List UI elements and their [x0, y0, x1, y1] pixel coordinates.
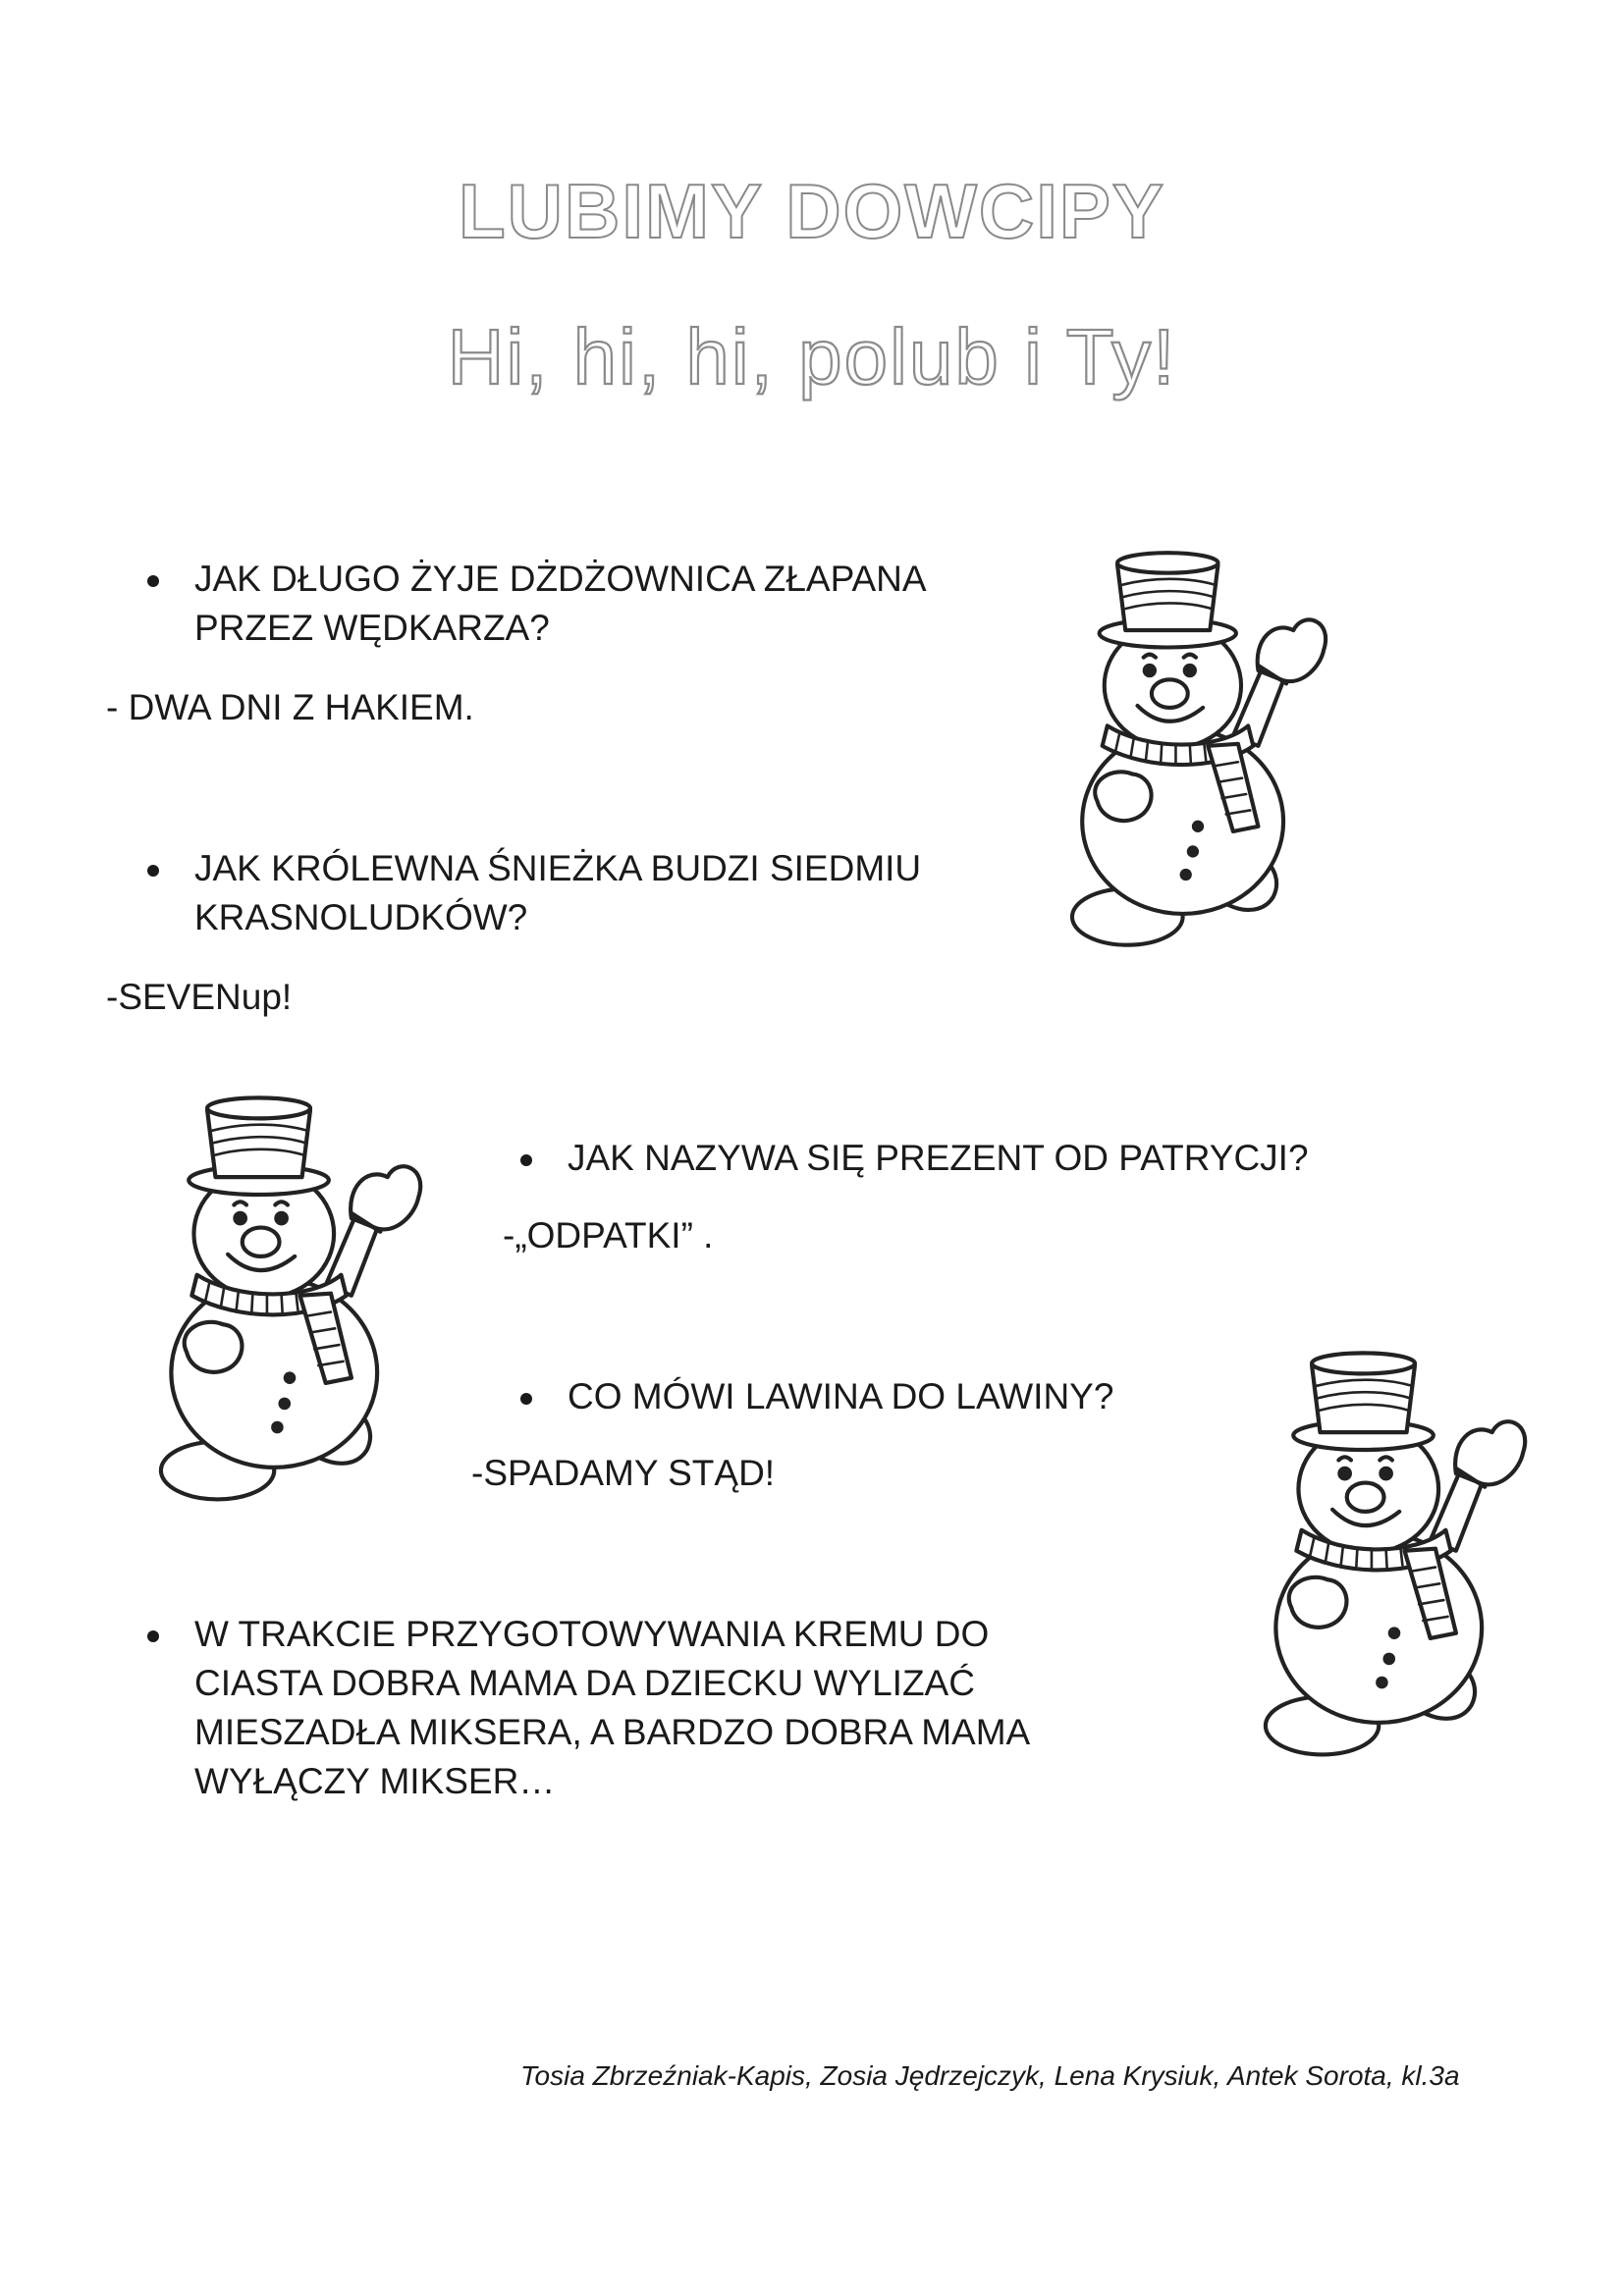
question-line: CIASTA DOBRA MAMA DA DZIECKU WYLIZAĆ	[194, 1663, 975, 1703]
question-line: JAK DŁUGO ŻYJE DŻDŻOWNICA ZŁAPANA	[194, 559, 927, 599]
question-line: JAK KRÓLEWNA ŚNIEŻKA BUDZI SIEDMIU	[194, 848, 922, 888]
snowman-icon	[1242, 1345, 1546, 1767]
joke-answer: -SEVENup!	[106, 977, 293, 1017]
joke-answer: -„ODPATKI” .	[503, 1215, 714, 1255]
page-subtitle: Hi, hi, hi, polub i Ty!	[447, 313, 1177, 400]
joke-question	[568, 1372, 1113, 1421]
question-line: CO MÓWI LAWINA DO LAWINY?	[568, 1376, 1114, 1416]
snowman-icon	[137, 1090, 442, 1512]
bullet-icon	[520, 1154, 532, 1166]
joke-question	[194, 1610, 1030, 1806]
page-title: LUBIMY DOWCIPY	[459, 168, 1165, 254]
bullet-icon	[520, 1393, 532, 1405]
question-line: PRZEZ WĘDKARZA?	[194, 608, 550, 648]
joke-answer: - DWA DNI Z HAKIEM.	[106, 687, 474, 727]
bullet-icon	[147, 575, 159, 587]
snowman-icon	[1051, 545, 1345, 957]
joke-question	[194, 555, 927, 653]
question-line: WYŁĄCZY MIKSER…	[194, 1761, 556, 1801]
joke-answer: -SPADAMY STĄD!	[471, 1453, 776, 1493]
bullet-icon	[147, 865, 159, 877]
question-line: JAK NAZYWA SIĘ PREZENT OD PATRYCJI?	[568, 1138, 1309, 1178]
question-line: MIESZADŁA MIKSERA, A BARDZO DOBRA MAMA	[194, 1712, 1031, 1752]
joke-question	[194, 844, 921, 942]
question-line: KRASNOLUDKÓW?	[194, 897, 528, 937]
author-credits: Tosia Zbrzeźniak-Kapis, Zosia Jędrzejczyk, Lena Krysiuk, Antek Sorota, kl.3a	[520, 2060, 1460, 2091]
bullet-icon	[147, 1630, 159, 1642]
question-line: W TRAKCIE PRZYGOTOWYWANIA KREMU DO	[194, 1614, 990, 1654]
joke-question	[568, 1134, 1309, 1183]
